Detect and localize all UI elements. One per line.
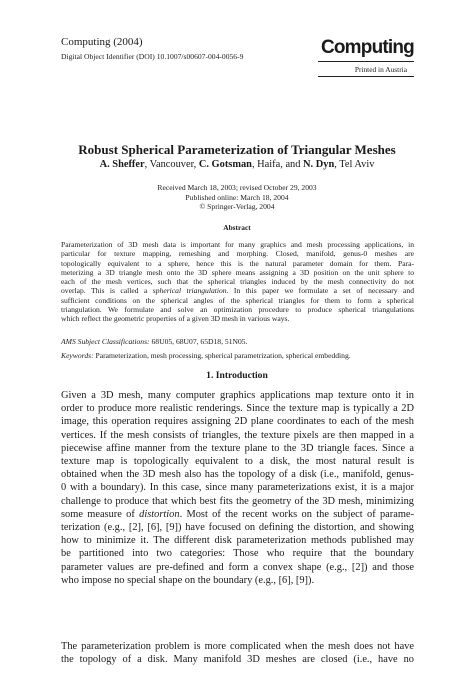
printed-in: Printed in Austria — [354, 65, 407, 74]
keywords: Keywords: Parameterization, mesh processing, spherical parametrization, spherical embedding. — [61, 351, 351, 360]
author-place: Haifa — [257, 159, 281, 170]
author-name: N. Dyn — [303, 159, 335, 170]
logo-rule-top — [318, 61, 414, 62]
publication-dates — [0, 183, 474, 212]
author-line: A. Sheffer, Vancouver, C. Gotsman, Haifa, and N. Dyn, Tel Aviv — [99, 159, 375, 170]
published-date: Published online: March 18, 2004 — [185, 192, 289, 202]
paper-title: Robust Spherical Parameterization of Triangular Meshes — [78, 142, 396, 157]
author-name: C. Gotsman — [198, 159, 252, 170]
journal-name: Computing (2004) — [61, 36, 143, 48]
intro-paragraph-1: Given a 3D mesh, many computer graphics applications map texture onto it in order to produce more realistic renderings. Since the texture map is typically a 2D image, this operation requires assigning 2D plane coordinates to each of the mesh vertices. If the mesh consists of triangles, the texture pixels are then mapped in a piecewise affine manner from the texture plane to the 3D triangle faces. Since a texture map is topologically equivalent to a disk, the most natural result is obtained when the 3D mesh also has the topology of a disk (i.e., manifold, genus- 0 with a boundary). In this case, since many parameterizations exist, it is a major challenge to produce that which best fits the geometry of the 3D mesh, minimizing some measure of distortion. Most of the recent works on the subject of parame- terization (e.g., [2], [6], [9]) have focused on defining the distortion, and showing how to minimize it. The different disk parameterization methods published may be partitioned into two categories: Those who require that the boundary parameter values are pre-defined and form a convex shape (e.g., [2]) and those who impose no special shape on the boundary (e.g., [6], [9]). — [61, 390, 414, 586]
author-place: Vancouver — [149, 159, 194, 170]
intro-paragraph-2: The parameterization problem is more complicated when the mesh does not have the topology of a disk. Many manifold 3D meshes are closed (i.e., have no — [61, 641, 414, 666]
ams-classifications: AMS Subject Classifications: 68U05, 68U07, 65D18, 51N05. — [61, 337, 248, 346]
received-date: Received March 18, 2003; revised October 29, 2003 — [157, 183, 317, 192]
abstract-text: Parameterization of 3D mesh data is important for many graphics and mesh processing applications, in particular for texture mapping, remeshing and morphing. Closed, manifold, genus-0 meshes are topologically equivalent to a sphere, hence this is the natural parameter domain for them. Para- meterizing a 3D triangle mesh onto the 3D sphere means assigning a 3D position on the unit sphere to each of the mesh vertices, such that the spherical triangles induced by the mesh connectivity do not overlap. This is called a spherical triangulation. In this paper we formulate a set of necessary and sufficient conditions on the spherical angles of the spherical triangles for them to form a spherical triangulation. We formulate and solve an optimization procedure to produce spherical triangulations which reflect the geometric properties of a given 3D mesh in various ways. — [61, 240, 414, 324]
section-heading: 1. Introduction — [206, 370, 268, 381]
author-name: A. Sheffer — [99, 159, 145, 170]
emphasis-term: spherical triangulation — [152, 286, 227, 296]
journal-logo: Computing — [320, 37, 414, 58]
copyright: © Springer-Verlag, 2004 — [199, 202, 275, 211]
logo-rule-bottom — [318, 76, 414, 77]
doi-line: Digital Object Identifier (DOI) 10.1007/s00607-004-0056-9 — [61, 52, 244, 61]
emphasis-term: distortion — [139, 508, 180, 520]
abstract-heading: Abstract — [223, 223, 251, 232]
author-place: Tel Aviv — [339, 159, 375, 170]
